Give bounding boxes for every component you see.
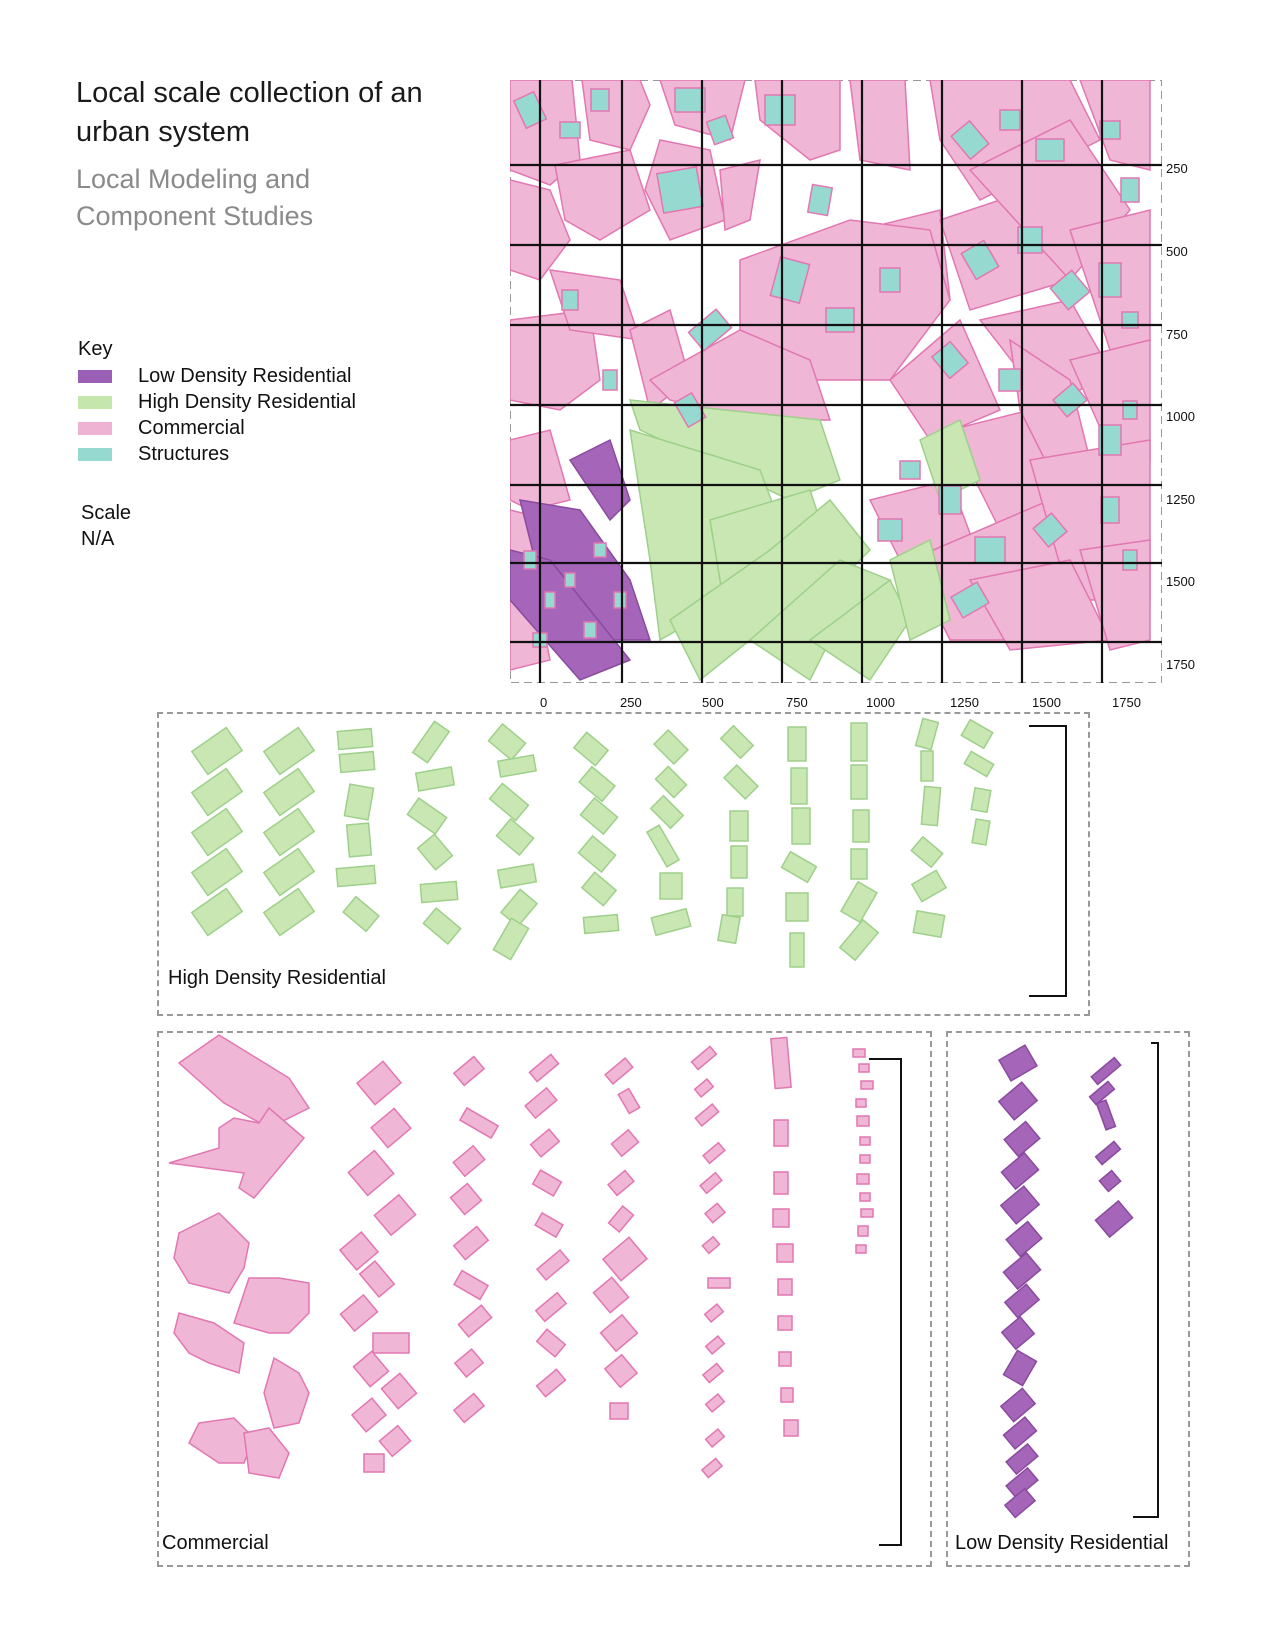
low-density-swatch — [78, 370, 112, 383]
high-density-parcel — [420, 881, 457, 902]
commercial-parcel — [856, 1099, 866, 1107]
commercial-parcel — [529, 1054, 558, 1081]
commercial-parcel — [348, 1151, 393, 1196]
high-density-parcel — [788, 727, 806, 761]
commercial-parcel — [781, 1388, 793, 1402]
scale-value: N/A — [81, 528, 115, 550]
key-label: High Density Residential — [138, 391, 356, 413]
low-density-parcel — [999, 1082, 1037, 1120]
high-density-parcel — [964, 751, 994, 776]
commercial-parcel — [374, 1195, 415, 1235]
commercial-parcel — [777, 1244, 793, 1262]
high-density-parcel — [724, 765, 758, 799]
x-tick: 1500 — [1032, 695, 1061, 710]
commercial-parcel — [454, 1271, 488, 1300]
commercial-parcel — [706, 1429, 725, 1447]
commercial-parcel — [706, 1336, 725, 1354]
high-density-parcel — [407, 798, 446, 834]
commercial-parcel — [700, 1173, 722, 1194]
commercial-parcel — [695, 1079, 714, 1097]
y-tick: 250 — [1166, 161, 1188, 176]
commercial-parcel — [340, 1295, 377, 1331]
high-density-parcel — [488, 724, 525, 760]
high-density-parcel — [651, 909, 690, 936]
commercial-parcel — [169, 1108, 304, 1198]
high-density-parcel — [851, 849, 867, 879]
high-density-parcel — [580, 798, 617, 834]
commercial-parcel — [705, 1304, 724, 1322]
commercial-parcel — [610, 1403, 628, 1419]
commercial-parcel — [244, 1428, 289, 1478]
commercial-parcel — [357, 1061, 401, 1104]
high-density-parcel — [582, 872, 616, 905]
commercial-parcel — [174, 1213, 249, 1293]
commercial-parcel — [603, 1237, 647, 1280]
x-tick: 500 — [702, 695, 724, 710]
x-tick: 1750 — [1112, 695, 1141, 710]
map-commercial-parcel — [850, 80, 910, 170]
map-structure — [1121, 178, 1139, 202]
map-structure — [900, 461, 920, 479]
high-density-parcel — [790, 933, 804, 967]
commercial-parcel — [460, 1108, 498, 1138]
map-structure — [975, 537, 1005, 563]
commercial-parcel — [618, 1088, 639, 1113]
commercial-parcel — [608, 1171, 634, 1196]
map-structure — [1036, 139, 1064, 161]
low-density-parcel — [1006, 1444, 1038, 1474]
map-structure — [999, 369, 1021, 391]
high-density-parcel — [343, 897, 379, 932]
high-density-parcel — [423, 908, 460, 944]
commercial-parcel — [695, 1104, 718, 1126]
high-density-parcel — [264, 888, 314, 935]
high-density-parcel — [782, 852, 817, 883]
high-density-parcel — [853, 810, 869, 842]
high-density-parcel — [721, 726, 754, 759]
high-density-parcel — [192, 768, 242, 815]
commercial-parcel — [692, 1046, 717, 1069]
high-density-panel — [157, 712, 1090, 1016]
high-density-parcel — [961, 720, 993, 749]
map-structure — [560, 122, 580, 138]
map-structure — [826, 308, 854, 332]
commercial-parcel — [455, 1349, 483, 1377]
high-density-parcel — [851, 765, 867, 799]
high-density-swatch — [78, 396, 112, 409]
commercial-parcel — [860, 1193, 870, 1201]
commercial-swatch — [78, 422, 112, 435]
commercial-parcel — [531, 1129, 560, 1157]
low-density-parcel — [1003, 1253, 1040, 1289]
high-density-parcel — [418, 834, 453, 870]
commercial-parcel — [537, 1250, 569, 1280]
commercial-parcel — [708, 1278, 730, 1288]
scale-heading: Scale — [81, 502, 132, 524]
commercial-parcel — [778, 1316, 792, 1330]
high-density-parcel — [730, 811, 748, 841]
commercial-parcel — [352, 1398, 386, 1432]
high-density-parcel — [718, 915, 740, 944]
map-structure — [545, 592, 555, 608]
commercial-parcel — [702, 1237, 719, 1254]
high-density-parcel — [416, 767, 455, 791]
key-label: Low Density Residential — [138, 365, 352, 387]
commercial-parcel — [234, 1278, 309, 1333]
commercial-parcel — [784, 1420, 798, 1436]
commercial-parcel — [611, 1130, 638, 1156]
high-density-parcel — [347, 823, 372, 857]
map-structure — [878, 519, 902, 541]
high-density-parcel — [972, 819, 990, 845]
high-density-parcel — [651, 796, 684, 829]
high-density-parcel — [264, 768, 314, 815]
commercial-parcel — [353, 1351, 388, 1386]
map-structure — [657, 167, 703, 213]
high-density-parcel — [840, 920, 878, 960]
commercial-parcel — [859, 1064, 869, 1072]
commercial-parcels — [159, 1033, 930, 1565]
high-density-parcel — [851, 723, 867, 761]
low-density-parcel — [1099, 1170, 1120, 1191]
high-density-parcel — [921, 786, 940, 825]
map-structure — [1123, 550, 1137, 570]
y-tick: 1250 — [1166, 492, 1195, 507]
high-density-parcel — [192, 727, 242, 774]
commercial-parcel — [702, 1458, 722, 1477]
commercial-parcel — [858, 1226, 868, 1236]
key-label: Commercial — [138, 417, 245, 439]
commercial-parcel — [525, 1088, 557, 1118]
commercial-parcel — [860, 1155, 870, 1163]
map-structure — [675, 88, 705, 112]
map-structure — [603, 370, 617, 390]
structures-swatch — [78, 448, 112, 461]
low-density-parcel — [1003, 1350, 1036, 1385]
y-tick: 1000 — [1166, 409, 1195, 424]
commercial-parcel — [264, 1358, 309, 1428]
low-density-parcel — [1001, 1388, 1035, 1421]
commercial-parcel — [593, 1277, 628, 1312]
high-density-parcel — [574, 732, 608, 765]
page-title: Local scale collection of an urban system — [76, 77, 423, 148]
high-density-parcel — [339, 752, 374, 773]
low-density-parcel — [1096, 1141, 1121, 1164]
commercial-parcel — [454, 1394, 484, 1423]
commercial-parcel — [535, 1213, 563, 1237]
commercial-parcel — [453, 1146, 484, 1177]
high-density-parcel — [192, 848, 242, 895]
commercial-parcel — [605, 1355, 637, 1388]
high-density-parcel — [841, 882, 877, 922]
commercial-parcel — [451, 1184, 482, 1215]
high-density-parcel — [344, 784, 373, 820]
high-density-parcel — [727, 888, 743, 916]
x-tick: 0 — [540, 695, 548, 710]
key-item-structures — [78, 441, 418, 467]
commercial-parcel — [609, 1206, 634, 1232]
commercial-parcel — [857, 1174, 869, 1184]
map-structure — [591, 89, 609, 111]
high-density-parcel — [498, 755, 536, 777]
x-tick: 750 — [786, 695, 808, 710]
low-density-parcel — [999, 1045, 1037, 1081]
y-tick: 500 — [1166, 244, 1188, 259]
high-density-parcel — [490, 783, 529, 820]
map-structure — [1000, 110, 1020, 130]
commercial-parcel — [703, 1143, 725, 1164]
high-density-parcel — [786, 893, 808, 921]
commercial-parcel — [373, 1333, 409, 1353]
scale-block — [81, 500, 131, 552]
key-item-high-density — [78, 389, 418, 415]
x-tick: 250 — [620, 695, 642, 710]
low-density-parcel — [1002, 1317, 1035, 1349]
high-density-parcel — [264, 808, 314, 855]
commercial-parcel — [379, 1426, 410, 1457]
map-structure — [562, 290, 578, 310]
commercial-parcel — [454, 1226, 489, 1259]
key-item-commercial — [78, 415, 418, 441]
commercial-parcel — [857, 1116, 869, 1126]
high-density-parcel — [654, 730, 688, 764]
high-density-parcel — [971, 788, 991, 812]
commercial-parcel — [174, 1313, 244, 1373]
high-density-panel-label: High Density Residential — [168, 967, 386, 989]
urban-map[interactable] — [510, 80, 1162, 683]
high-density-parcel — [911, 837, 942, 868]
high-density-parcel — [921, 751, 933, 781]
commercial-parcel — [454, 1057, 484, 1086]
map-structure — [765, 95, 795, 125]
commercial-parcel — [360, 1261, 395, 1297]
y-tick: 1750 — [1166, 657, 1195, 672]
x-tick: 1250 — [950, 695, 979, 710]
low-density-parcel — [1006, 1222, 1042, 1257]
map-structure — [594, 543, 606, 557]
commercial-parcel — [605, 1058, 633, 1084]
commercial-parcel — [771, 1037, 791, 1088]
x-tick: 1000 — [866, 695, 895, 710]
high-density-parcel — [579, 767, 615, 802]
commercial-parcel — [601, 1315, 638, 1351]
high-density-parcel — [583, 915, 618, 934]
high-density-parcel — [916, 718, 939, 749]
commercial-parcel — [773, 1209, 789, 1227]
high-density-parcel — [336, 865, 375, 886]
commercial-parcel — [779, 1352, 791, 1366]
commercial-panel — [157, 1031, 932, 1567]
key-heading: Key — [78, 338, 113, 360]
commercial-parcel — [853, 1049, 865, 1057]
high-density-parcel — [660, 873, 682, 899]
low-density-parcel — [1005, 1489, 1035, 1518]
commercial-parcel — [778, 1279, 792, 1295]
low-density-parcel — [1004, 1122, 1040, 1157]
high-density-parcel — [792, 808, 810, 844]
commercial-parcel — [458, 1305, 491, 1337]
commercial-parcel — [860, 1137, 870, 1145]
commercial-parcel — [381, 1373, 416, 1408]
commercial-parcel — [371, 1108, 411, 1147]
low-density-parcel — [1001, 1186, 1039, 1224]
high-density-parcel — [192, 808, 242, 855]
y-tick: 1500 — [1166, 574, 1195, 589]
commercial-panel-label: Commercial — [162, 1532, 269, 1554]
high-density-parcel — [913, 911, 944, 938]
commercial-parcel — [861, 1081, 873, 1089]
map-structure — [1123, 401, 1137, 419]
low-density-parcel — [1095, 1201, 1132, 1237]
commercial-parcel — [537, 1369, 566, 1396]
commercial-parcel — [179, 1035, 309, 1128]
map-structure — [880, 268, 900, 292]
low-density-parcels — [948, 1033, 1188, 1565]
commercial-parcel — [774, 1120, 788, 1146]
key-item-low-density — [78, 363, 418, 389]
map-structure — [614, 592, 626, 608]
high-density-parcel — [501, 889, 537, 926]
map-structure — [1101, 497, 1119, 523]
key-label: Structures — [138, 443, 230, 465]
high-density-parcel — [498, 864, 537, 888]
high-density-parcel — [791, 768, 807, 804]
high-density-parcel — [731, 846, 747, 878]
commercial-parcel — [364, 1454, 384, 1472]
commercial-parcel — [705, 1203, 725, 1222]
page-subtitle: Local Modeling and Component Studies — [76, 164, 314, 231]
high-density-parcel — [264, 848, 314, 895]
high-density-parcel — [192, 888, 242, 935]
commercial-parcel — [536, 1293, 566, 1322]
low-density-parcel — [1005, 1284, 1039, 1317]
commercial-parcel — [537, 1329, 566, 1357]
map-structure — [808, 184, 833, 215]
map-key — [78, 338, 418, 467]
high-density-parcel — [337, 729, 372, 750]
high-density-parcel — [496, 819, 533, 855]
high-density-parcel — [578, 836, 615, 872]
map-structure — [565, 573, 575, 587]
low-density-parcel — [1003, 1417, 1036, 1449]
commercial-parcel — [533, 1170, 562, 1196]
high-density-parcel — [655, 766, 686, 797]
high-density-parcel — [647, 825, 679, 867]
low-density-panel — [946, 1031, 1190, 1567]
high-density-parcel — [493, 918, 528, 959]
low-density-panel-label: Low Density Residential — [955, 1532, 1169, 1554]
commercial-parcel — [706, 1394, 725, 1412]
map-structure — [584, 622, 596, 638]
commercial-parcel — [861, 1209, 873, 1217]
commercial-parcel — [774, 1172, 788, 1194]
commercial-parcel — [856, 1245, 866, 1253]
commercial-parcel — [703, 1363, 723, 1382]
low-density-parcel — [1097, 1100, 1116, 1130]
low-density-parcel — [1091, 1058, 1120, 1085]
y-tick: 750 — [1166, 327, 1188, 342]
high-density-parcel — [264, 727, 314, 774]
low-density-parcel — [1001, 1153, 1038, 1189]
map-structure — [524, 551, 536, 569]
urban-map-svg — [510, 80, 1162, 683]
high-density-parcel — [413, 721, 450, 762]
high-density-parcel — [912, 870, 946, 901]
